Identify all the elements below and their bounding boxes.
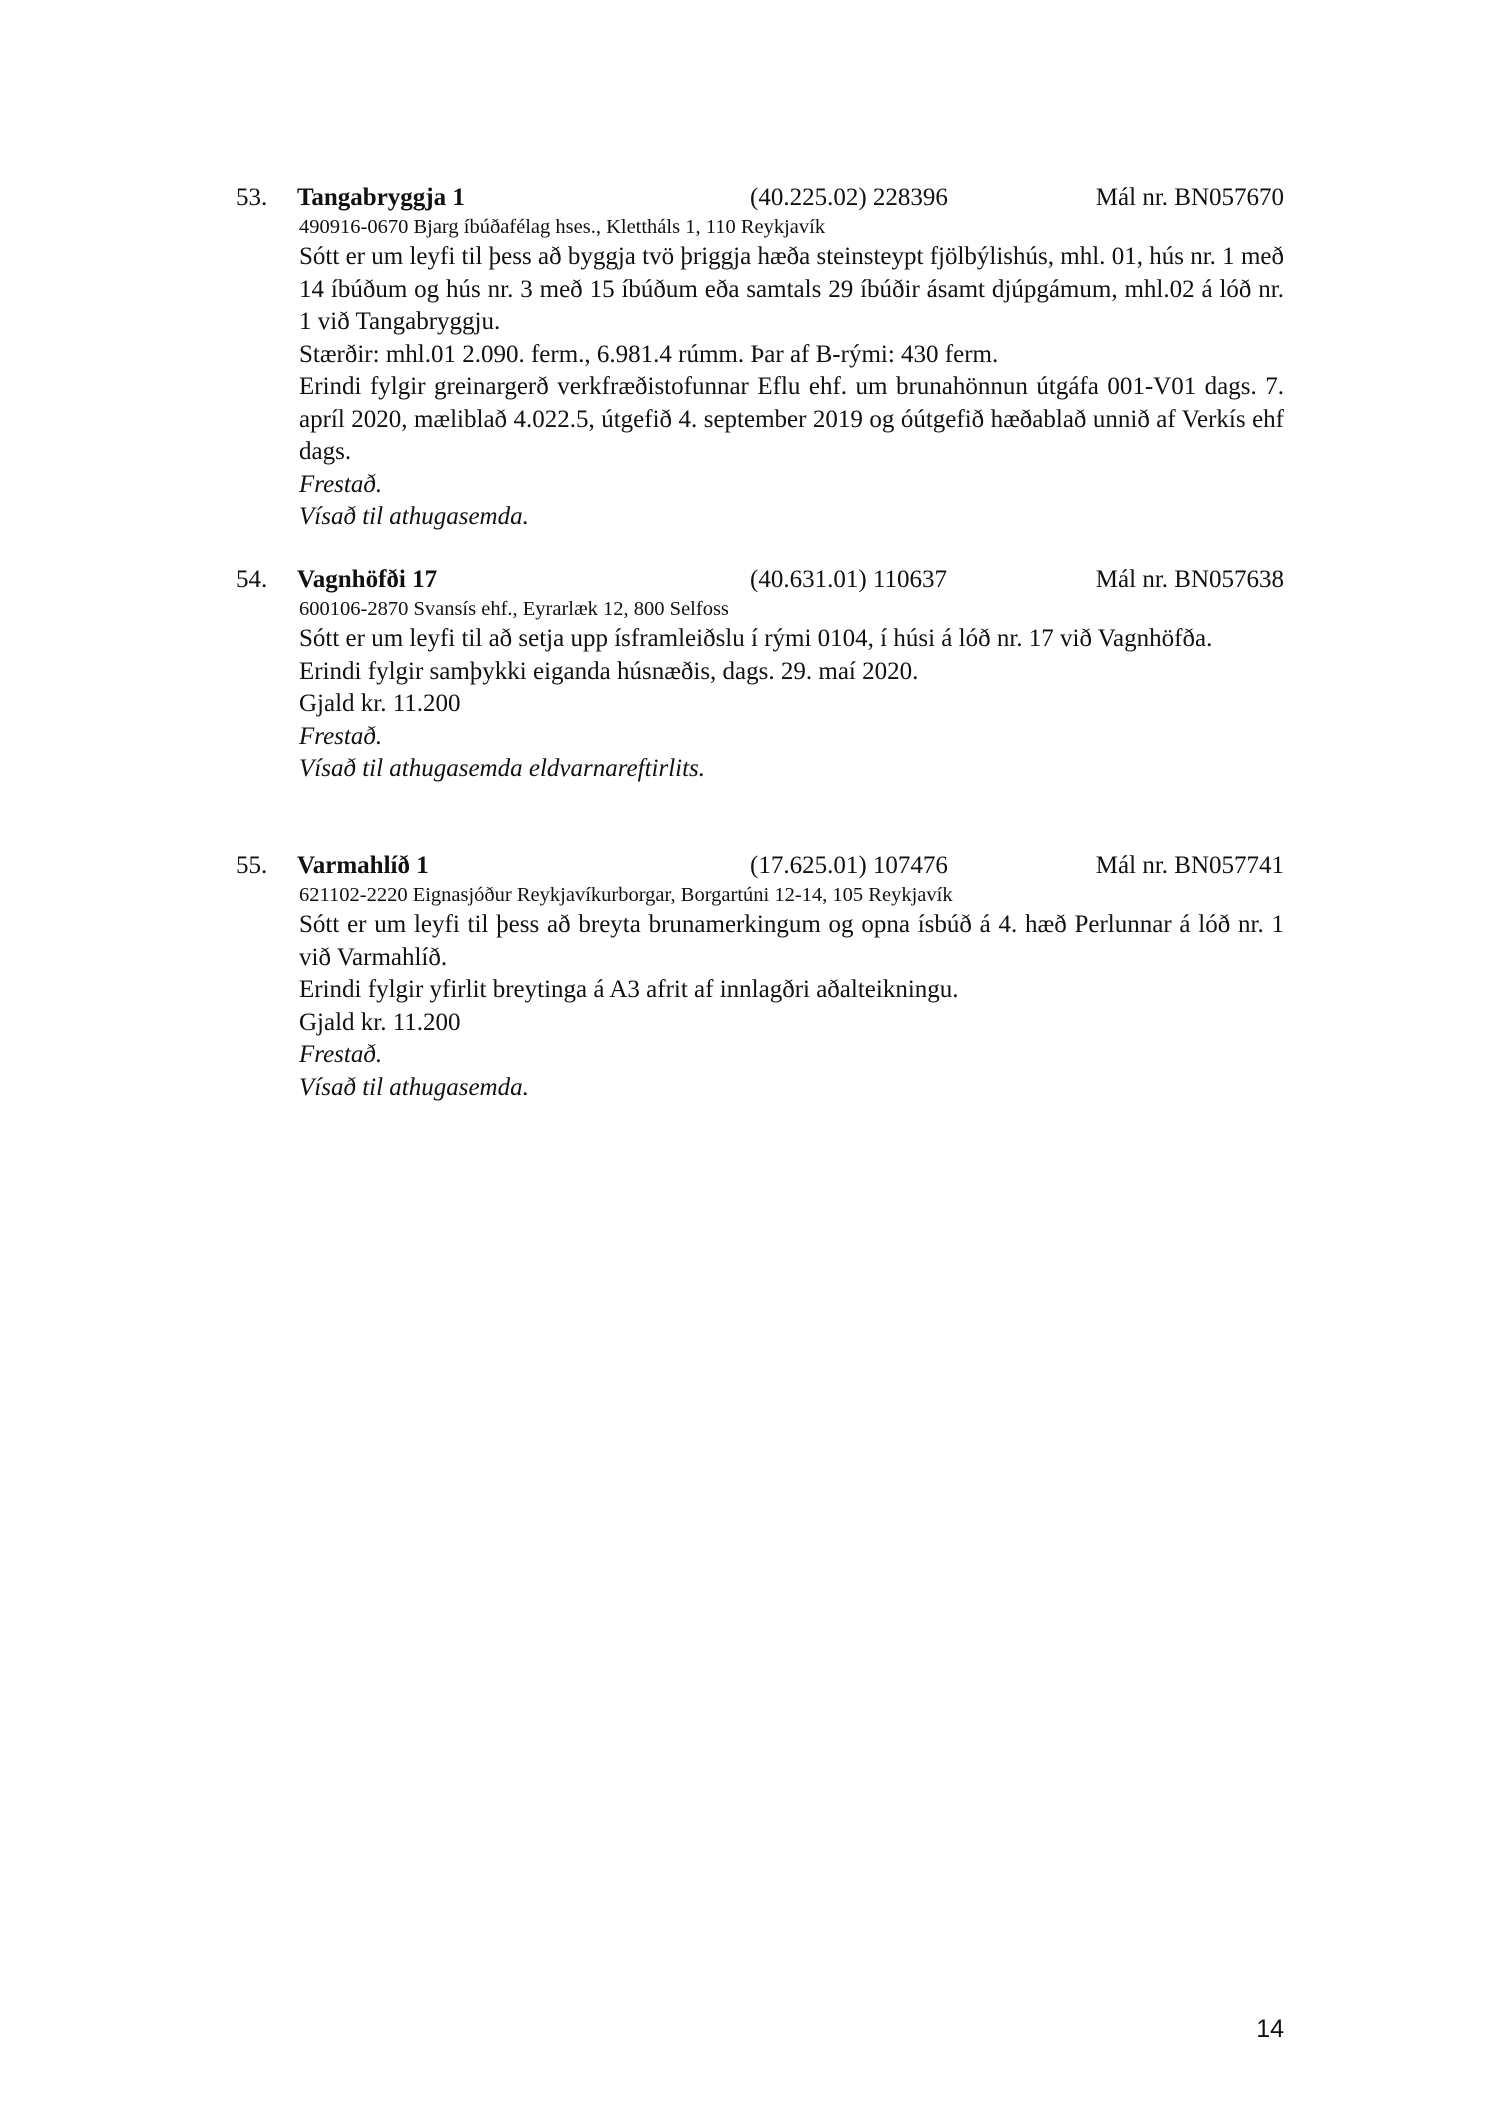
entry-land-number: (40.225.02) 228396 (750, 184, 948, 211)
entry-description: Sótt er um leyfi til þess að byggja tvö þriggja hæða steinsteypt fjölbýlishús, mhl. 01, hús nr. 1 með 14 íbúðum og hús nr. 3 með 15 íbúðum eða samtals 29 íbúðir ásamt djúpgámum, mhl.02 á lóð nr. 1 við Tangabryggju. (299, 243, 1284, 335)
entry-body (299, 214, 1284, 534)
entry-55 (236, 849, 1284, 1104)
entry-body (299, 882, 1284, 1104)
entry-applicant: 490916-0670 Bjarg íbúðafélag hses., Klettháls 1, 110 Reykjavík (299, 216, 826, 238)
entry-decision: Frestað. (299, 470, 383, 498)
entry-decision: Frestað. (299, 1041, 383, 1068)
entry-body (299, 596, 1284, 786)
entry-case-number: Mál nr. BN057638 (1095, 566, 1284, 593)
entry-address: Varmahlíð 1 (297, 852, 429, 879)
entry-number: 54. (236, 566, 268, 593)
entry-applicant: 621102-2220 Eignasjóður Reykjavíkurborgar, Borgartúni 12-14, 105 Reykjavík (299, 884, 953, 906)
entry-description: Sótt er um leyfi til að setja upp ísframleiðslu í rými 0104, í húsi á lóð nr. 17 við Vagnhöfða. (299, 625, 1213, 652)
entry-land-number: (40.631.01) 110637 (750, 566, 947, 593)
page-number: 14 (1256, 2015, 1284, 2043)
entry-number: 55. (236, 852, 268, 879)
entry-description: Sótt er um leyfi til þess að breyta brunamerkingum og opna ísbúð á 4. hæð Perlunnar á lóð nr. 1 við Varmahlíð. (299, 911, 1284, 971)
entry-land-number: (17.625.01) 107476 (750, 852, 948, 879)
entry-54 (236, 563, 1284, 786)
entry-fee: Gjald kr. 11.200 (299, 1008, 461, 1036)
entry-size: Stærðir: mhl.01 2.090. ferm., 6.981.4 rúmm. Þar af B-rými: 430 ferm. (299, 340, 999, 368)
entry-fee: Gjald kr. 11.200 (299, 690, 461, 717)
entry-53 (236, 181, 1284, 534)
entry-case-number: Mál nr. BN057670 (1095, 184, 1284, 211)
entry-address: Tangabryggja 1 (297, 184, 465, 211)
entry-header (236, 181, 1284, 215)
entry-referral: Vísað til athugasemda eldvarnareftirlits. (299, 755, 706, 782)
entry-number: 53. (236, 184, 268, 211)
entry-header (236, 563, 1284, 597)
entry-decision: Frestað. (299, 722, 383, 750)
entry-header (236, 849, 1284, 883)
entry-documents: Erindi fylgir yfirlit breytinga á A3 afrit af innlagðri aðalteikningu. (299, 976, 959, 1003)
entry-referral: Vísað til athugasemda. (299, 1073, 529, 1101)
entry-address: Vagnhöfði 17 (297, 566, 438, 593)
entry-documents: Erindi fylgir greinargerð verkfræðistofunnar Eflu ehf. um brunahönnun útgáfa 001-V01 dags. 7. apríl 2020, mæliblað 4.022.5, útgefið 4. september 2019 og óútgefið hæðablað unnið af Verkís ehf dags. (299, 373, 1284, 465)
entry-documents: Erindi fylgir samþykki eiganda húsnæðis, dags. 29. maí 2020. (299, 657, 919, 685)
entry-applicant: 600106-2870 Svansís ehf., Eyrarlæk 12, 800 Selfoss (299, 598, 729, 620)
entry-referral: Vísað til athugasemda. (299, 503, 529, 530)
entry-case-number: Mál nr. BN057741 (1095, 852, 1284, 879)
